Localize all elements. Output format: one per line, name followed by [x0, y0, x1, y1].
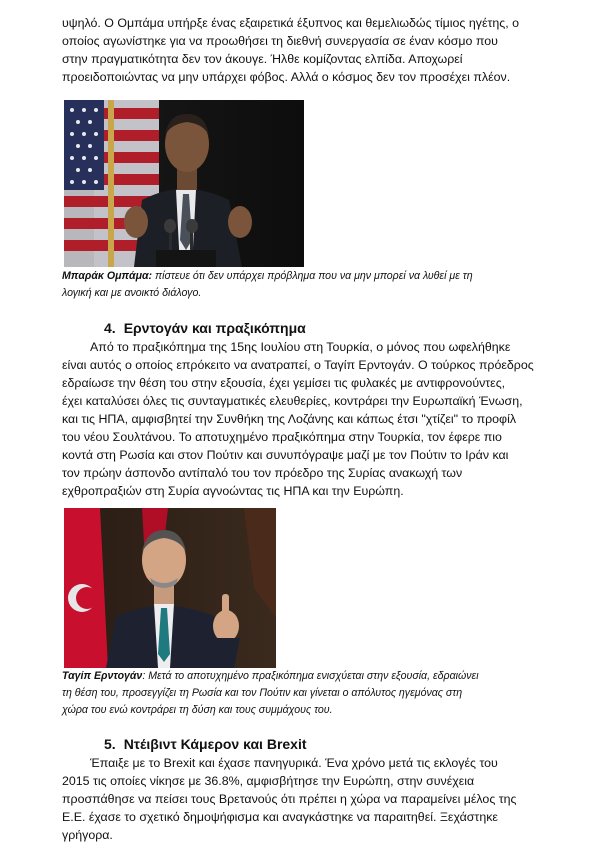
heading-title: Ερντογάν και πραξικόπημα [123, 320, 306, 336]
caption-line [62, 668, 562, 685]
obama-caption [62, 268, 562, 302]
caption-line [62, 268, 562, 285]
section-5-paragraph [62, 754, 562, 844]
text-line: και τις ΗΠΑ, αμφισβητεί την Συνθήκη της Λοζάνης και κάπως έτσι "χτίζει" το προφίλ [62, 412, 517, 426]
text-line: Έπαιξε με το Brexit και έχασε πανηγυρικά. Ένα χρόνο μετά τις εκλογές του [90, 756, 498, 770]
erdogan-photo [64, 508, 276, 668]
intro-paragraph [62, 14, 562, 86]
text-line: εχθροπραξιών στη Συρία αγνοώντας τις ΗΠΑ και την Ευρώπη. [62, 484, 404, 498]
caption-line: χώρα του ενώ κοντράρει τη δύση και τους συμμάχους του. [62, 704, 333, 716]
heading-title: Ντέιβιντ Κάμερον και Brexit [123, 736, 307, 752]
caption-line: τη θέση του, προσεγγίζει τη Ρωσία και τον Πούτιν και γίνεται ο απόλυτος ηγεμόνας στη [62, 687, 463, 699]
erdogan-caption [62, 668, 562, 719]
text-line: στην πραγματικότητα δεν τον άκουγε. Ήλθε κομίζοντας ελπίδα. Αποχωρεί [62, 52, 463, 66]
text-line: προειδοποιώντας να μην υπάρχει φόβος. Αλλά ο κόσμος δεν τον προσέχει πλέον. [62, 70, 511, 84]
text-line: προσπάθησε να πείσει τους Βρετανούς ότι πρέπει η χώρα να παραμείνει μέλος της [62, 792, 517, 806]
section-heading-4 [104, 320, 306, 336]
text-line: εδραίωσε την θέση του στην εξουσία, έχει γεμίσει τις φυλακές με αντιφρονούντες, [62, 376, 506, 390]
heading-number: 5. [104, 736, 116, 752]
text-line: Από το πραξικόπημα της 15ης Ιουλίου στη Τουρκία, ο μόνος που ωφελήθηκε [90, 340, 511, 354]
text-line: κοντά στη Ρωσία και στον Πούτιν και συνυπόγραψε μαζί με τον Πούτιν το Ιράν και [62, 448, 509, 462]
speaker-image [64, 508, 276, 668]
caption-name: Μπαράκ Ομπάμα: [62, 270, 153, 282]
text-line: υψηλό. Ο Ομπάμα υπήρξε ένας εξαιρετικά έξυπνος και θεμελιωδώς τίμιος ηγέτης, ο [62, 16, 519, 30]
obama-photo [64, 100, 304, 267]
text-line: έχει καταλύσει όλες τις συνταγματικές ελευθερίες, κοντράρει την Ευρωπαϊκή Ένωση, [62, 394, 523, 408]
speaker-image [64, 100, 304, 267]
text-line: οποίος αγωνίστηκε για να προωθήσει τη διεθνή συνεργασία σε έναν κόσμο που [62, 34, 498, 48]
caption-name: Ταγίπ Ερντογάν [62, 670, 143, 682]
heading-number: 4. [104, 320, 116, 336]
caption-text: πίστευε ότι δεν υπάρχει πρόβλημα που να μην μπορεί να λυθεί με τη [152, 270, 473, 282]
text-line: 2015 τις οποίες νίκησε με 36.8%, αμφισβήτησε την Ευρώπη, στην συνέχεια [62, 774, 475, 788]
text-line: του νέου Σουλτάνου. Το αποτυχημένο πραξικόπημα στην Τουρκία, τον έφερε πιο [62, 430, 502, 444]
text-line: τον πρώην άσπονδο αντίπαλό του τον πρόεδρο της Συρίας ανακωχή των [62, 466, 463, 480]
text-line: είναι αυτός ο οποίος επρόκειτο να ανατραπεί, ο Ταγίπ Ερντογάν. Ο τούρκος πρόεδρος [62, 358, 534, 372]
section-heading-5 [104, 736, 307, 752]
caption-text: : Μετά το αποτυχημένο πραξικόπημα ενισχύεται στην εξουσία, εδραιώνει [142, 670, 479, 682]
text-line: Ε.Ε. έχασε το σχετικό δημοψήφισμα και αναγκάστηκε να παραιτηθεί. Ξεχάστηκε [62, 810, 498, 824]
text-line: γρήγορα. [62, 828, 113, 842]
caption-line: λογική και με ανοικτό διάλογο. [62, 287, 202, 299]
section-4-paragraph [62, 338, 562, 500]
